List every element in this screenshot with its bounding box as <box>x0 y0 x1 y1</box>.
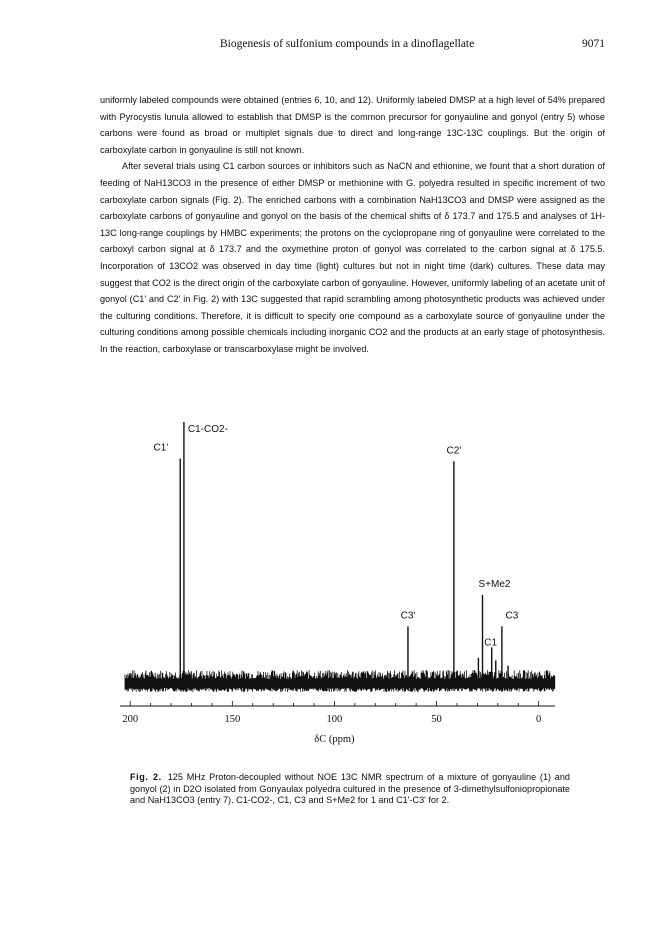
nmr-spectrum-figure <box>110 412 570 762</box>
peak-label-c1: C1' <box>153 442 169 454</box>
peak-label-c3: C3 <box>505 610 519 622</box>
figure-caption <box>130 772 570 807</box>
paragraph-2: After several trials using C1 carbon sources or inhibitors such as NaCN and ethionine, we fount that a short duration of feeding of NaH13CO3 in the presence of either DMSP or methionine with G. polyedra resulted in specific increment of two carboxylate carbon signals (Fig. 2). The enriched carbons with a combination NaH13CO3 and DMSP were assigned as the carboxylate carbons of gonyauline and gonyol on the basis of the chemical shifts of δ 173.7 and 175.5 and analyses of 1H-13C long-range couplings by HMBC experiments; the protons on the cyclopropane ring of gonyauline were correlated to the carboxyl carbon signal at δ 173.7 and the oxymethine proton of gonyol was correlated to the carbon signal at δ 175.5. Incorporation of 13CO2 was observed in day time (light) cultures but not in night time (dark) cultures. These data may suggest that CO2 is the direct origin of the carboxylate carbon of gonyauline. However, uniformly labeling of an acetate unit of gonyol (C1' and C2' in Fig. 2) with 13C suggested that rapid scrambling among photosynthetic products was achieved under the culturing conditions. Therefore, it is difficult to specify one compound as a carboxylate source of gonyauline under the culturing conditions among possible chemicals including inorganic CO2 and the products at an early stage of photosynthesis. In the reaction, carboxylase or transcarboxylase might be involved. <box>100 161 605 354</box>
page-header <box>100 38 605 54</box>
x-tick-label: 100 <box>326 714 343 725</box>
caption-text: 125 MHz Proton-decoupled without NOE 13C NMR spectrum of a mixture of gonyauline (1) and gonyol (2) in D2O isolated from Gonyaulax polyedra cultured in the presence of 3-dimethylsulfoniopropionate and NaH13CO3 (entry 7). C1-CO2-, C1, C3 and S+Me2 for 1 and C1'-C3' for 2. <box>130 772 570 806</box>
nmr-spectrum-chart <box>110 412 570 762</box>
peak-label-c2: C2' <box>446 445 462 457</box>
running-title: Biogenesis of sulfonium compounds in a dinoflagellate <box>220 38 475 50</box>
x-tick-label: 150 <box>224 714 241 725</box>
peak-label-c1co2: C1-CO2- <box>187 424 228 435</box>
peak-label-sme2: S+Me2 <box>478 578 511 590</box>
x-tick-label: 0 <box>536 714 542 725</box>
peak-label-c1: C1 <box>484 637 498 649</box>
body-text <box>100 92 605 358</box>
x-tick-label: 200 <box>122 714 139 725</box>
x-axis-label: δC (ppm) <box>314 734 355 745</box>
x-tick-label: 50 <box>431 714 442 725</box>
peak-label-c3: C3' <box>400 610 416 622</box>
paragraph-1: uniformly labeled compounds were obtained (entries 6, 10, and 12). Uniformly labeled DMSP at a high level of 54% prepared with Pyrocystis lunula allowed to establish that DMSP is the common precursor for gonyauline and gonyol (entry 5) whose carbons were found as broad or multiplet signals due to direct and long-range 13C-13C couplings. But the origin of carboxylate carbon in gonyauline is still not known. <box>100 95 605 155</box>
baseline-noise <box>125 670 555 692</box>
page-number: 9071 <box>582 38 605 50</box>
caption-label: Fig. 2. <box>130 772 162 782</box>
